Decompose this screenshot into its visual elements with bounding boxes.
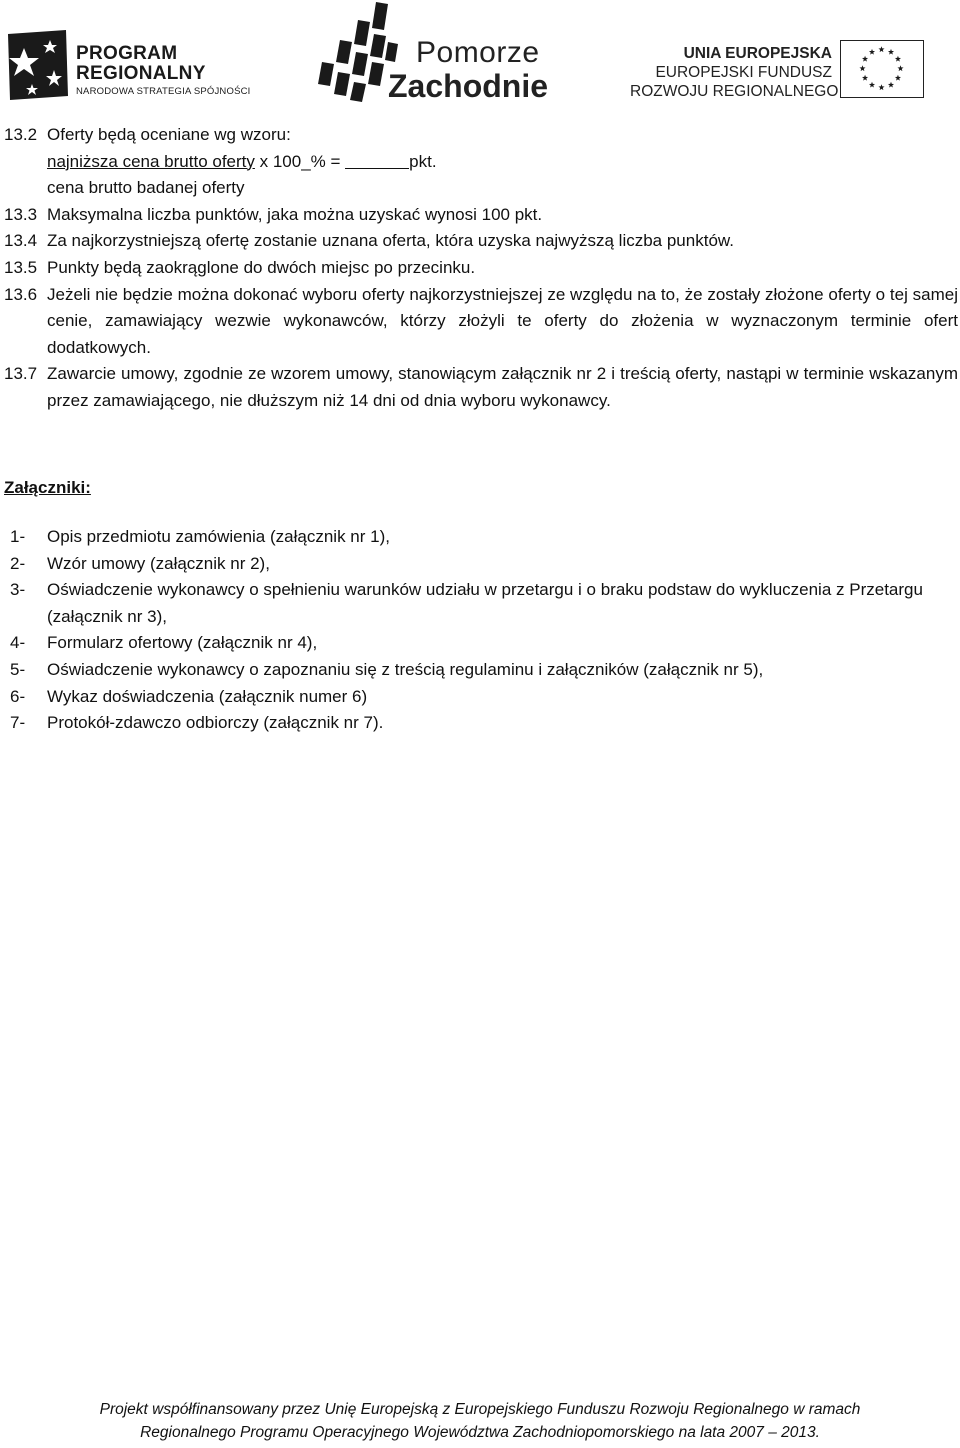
list-item-number: 1- (10, 527, 26, 546)
eu-flag-icon (840, 40, 924, 98)
section-number: 13.4 (4, 231, 38, 251)
section-text: Oferty będą oceniane wg wzoru: (47, 125, 291, 144)
footer-line2: Regionalnego Programu Operacyjnego Województwa Zachodniopomorskiego na lata 2007 – 2013. (140, 1424, 820, 1441)
list-item-number: 6- (10, 686, 26, 706)
list-item-text: Formularz ofertowy (załącznik nr 4), (47, 633, 318, 653)
section-number: 13.7 (4, 364, 38, 384)
document-body (0, 122, 960, 415)
list-item (0, 524, 960, 551)
score-formula (0, 149, 960, 176)
eu-star-icon (878, 46, 884, 52)
section-13-7 (0, 361, 958, 414)
formula-numerator: najniższa cena brutto oferty (47, 151, 255, 171)
eu-star-icon (869, 82, 875, 88)
list-item-text: Oświadczenie wykonawcy o zapoznaniu się z treścią regulaminu i załączników (załącznik nr 5), (47, 659, 764, 679)
pomorze-logo-line1: Pomorze (416, 36, 540, 69)
section-text: Zawarcie umowy, zgodnie ze wzorem umowy, stanowiącym załącznik nr 2 i treścią oferty, nastąpi w terminie wskazanym przez zamawiającego, nie dłuższym niż 14 dni od dnia wyboru wykonawcy. (47, 364, 958, 410)
list-item-text: Wzór umowy (załącznik nr 2), (47, 553, 270, 573)
program-logo-line1: PROGRAM (76, 43, 178, 64)
pomorze-zachodnie-logo (314, 0, 564, 104)
eu-star-icon (895, 56, 901, 62)
list-item-text: Oświadczenie wykonawcy o spełnieniu warunków udziału w przetargu i o braku podstaw do wykluczenia z Przetargu (załącznik nr 3), (47, 580, 923, 626)
list-item-number: 2- (10, 553, 26, 573)
list-item (0, 551, 960, 578)
section-13-6 (0, 282, 958, 362)
list-item-number: 7- (10, 713, 26, 733)
section-13-3 (0, 202, 958, 229)
page-footer (0, 1398, 960, 1444)
list-item-number: 3- (10, 580, 26, 600)
section-text: Maksymalna liczba punktów, jaka można uzyskać wynosi 100 pkt. (47, 204, 543, 224)
eu-logo-line3: ROZWOJU REGIONALNEGO (630, 83, 839, 100)
section-number: 13.5 (4, 257, 38, 277)
list-item (0, 577, 960, 630)
section-13-5 (0, 255, 958, 282)
eu-star-icon (888, 49, 894, 55)
section-13-2 (0, 122, 958, 149)
eu-star-icon (888, 82, 894, 88)
program-logo-line2: REGIONALNY (76, 63, 206, 84)
eu-star-icon (859, 65, 865, 71)
eu-logo (630, 38, 930, 102)
pomorze-logo-line2: Zachodnie (388, 68, 549, 104)
section-text: Jeżeli nie będzie można dokonać wyboru oferty najkorzystniejszej ze względu na to, że zostały złożone oferty o tej samej cenie, zamawiający wezwie wykonawców, którzy złożyli te oferty do złożenia w wyznaczonym terminie ofert dodatkowych. (47, 284, 958, 357)
formula-denominator: cena brutto badanej oferty (47, 178, 245, 198)
section-number: 13.2 (4, 125, 38, 144)
list-item-text: Protokół-zdawczo odbiorczy (załącznik nr 7). (47, 713, 384, 733)
section-text: Za najkorzystniejszą ofertę zostanie uznana oferta, która uzyska najwyższą liczba punktów. (47, 231, 734, 251)
eu-logo-line1: UNIA EUROPEJSKA (683, 45, 832, 62)
list-item-text: Wykaz doświadczenia (załącznik numer 6) (47, 686, 368, 706)
program-regionalny-emblem-icon (2, 26, 72, 106)
list-item (0, 657, 960, 684)
footer-line1: Projekt współfinansowany przez Unię Europejską z Europejskiego Funduszu Rozwoju Regionalnego w ramach (99, 1401, 861, 1418)
list-item-number: 5- (10, 659, 26, 679)
section-13-4 (0, 228, 958, 255)
program-regionalny-logo (2, 26, 252, 106)
section-number: 13.3 (4, 204, 38, 224)
page-header (0, 0, 960, 110)
eu-star-icon (862, 75, 868, 81)
list-item (0, 710, 960, 737)
eu-logo-line2: EUROPEJSKI FUNDUSZ (655, 64, 832, 81)
formula-blank (345, 152, 409, 169)
section-number: 13.6 (4, 284, 38, 304)
eu-star-icon (895, 75, 901, 81)
formula-multiplier: x 100_% = (254, 151, 346, 171)
eu-star-icon (878, 84, 884, 90)
eu-star-icon (869, 49, 875, 55)
list-item-text: Opis przedmiotu zamówienia (załącznik nr 1), (47, 527, 390, 546)
list-item-number: 4- (10, 633, 26, 653)
eu-star-icon (862, 56, 868, 62)
eu-star-icon (897, 65, 903, 71)
formula-unit: pkt. (409, 151, 437, 171)
program-logo-subtitle: NARODOWA STRATEGIA SPÓJNOŚCI (76, 86, 251, 97)
list-item (0, 684, 960, 711)
list-item (0, 630, 960, 657)
attachments-title: Załączniki: (4, 478, 91, 497)
attachments-list (0, 524, 960, 737)
section-text: Punkty będą zaokrąglone do dwóch miejsc po przecinku. (47, 257, 476, 277)
